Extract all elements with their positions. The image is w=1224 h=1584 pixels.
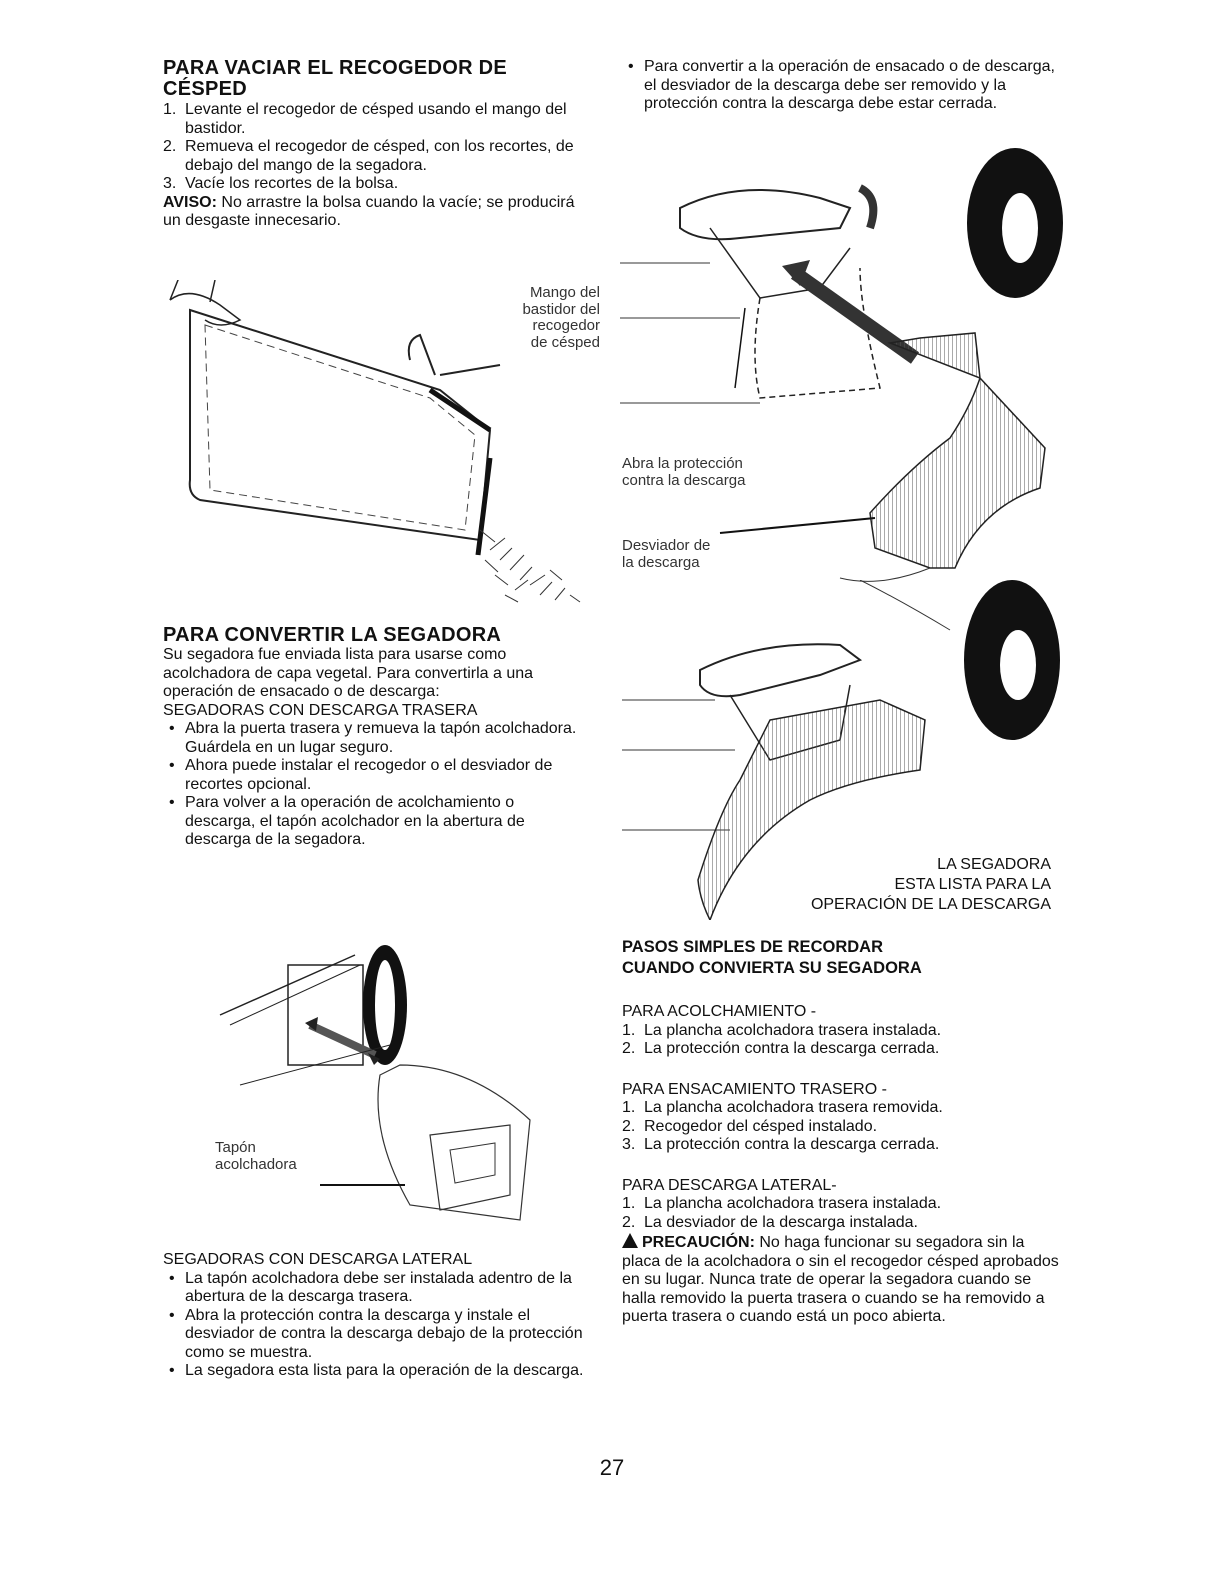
page-number: 27 (599, 1455, 625, 1480)
notice-label: AVISO: (163, 193, 217, 211)
right-column (622, 58, 1062, 114)
frame-handle-caption: Mango del bastidor del recogedor de césped (522, 284, 600, 351)
list-item: • Para volver a la operación de acolchamiento o descarga, el tapón acolchador en la abertura de descarga de la segadora. (169, 794, 525, 848)
warning-icon (622, 1233, 638, 1248)
mulch-steps (622, 1022, 1062, 1059)
bagging-steps (622, 1099, 1062, 1155)
rear-discharge-list (163, 720, 588, 850)
left-column (163, 58, 588, 231)
mulch-plug-illustration (200, 935, 560, 1235)
convert-title: PARA CONVERTIR LA SEGADORA (163, 624, 502, 646)
list-item: 2. La protección contra la descarga cerrada. (622, 1040, 940, 1057)
steps-section (622, 937, 1062, 1327)
convert-intro: Su segadora fue enviada lista para usarse como acolchadora de capa vegetal. Para convertirla a una operación de ensacado o de descarga: (163, 646, 534, 700)
list-item: 2. La desviador de la descarga instalada. (622, 1213, 918, 1231)
steps-title-line-1: PASOS SIMPLES DE RECORDAR (622, 938, 883, 956)
empty-catcher-title: PARA VACIAR EL RECOGEDOR DE CÉSPED (163, 57, 508, 100)
list-item: 1. La plancha acolchadora trasera instalada. (622, 1021, 942, 1039)
side-discharge-list (163, 1270, 588, 1381)
bagging-heading: PARA ENSACAMIENTO TRASERO - (622, 1080, 887, 1098)
caution-paragraph: PRECAUCIÓN: No haga funcionar su segadora sin la placa de la acolchadora o sin el recogedor césped aprobados en su lugar. Nunca trate de operar la segadora cuando se halla removido la puerta trasera o cuando se ha removido a puerta trasera o cuando está un poco abierta. (622, 1234, 1059, 1325)
list-item: 2. Recogedor del césped instalado. (622, 1117, 878, 1135)
deflector-caption: Desviador de la descarga (622, 537, 711, 571)
rear-discharge-heading: SEGADORAS CON DESCARGA TRASERA (163, 701, 478, 719)
empty-catcher-illustration (160, 280, 600, 610)
list-item: • La tapón acolchadora debe ser instalada adentro de la abertura de la descarga trasera. (169, 1269, 572, 1305)
side-discharge-heading: SEGADORAS CON DESCARGA LATERAL (163, 1251, 473, 1268)
list-item: • Para convertir a la operación de ensacado o de descarga, el desviador de la descarga debe ser removido y la protección contra la descarga debe estar cerrada. (628, 58, 1055, 112)
mulch-plug-caption: Tapón acolchadora (215, 1139, 297, 1173)
notice-paragraph: AVISO: No arrastre la bolsa cuando la vacíe; se producirá un desgaste innecesario. (163, 193, 575, 229)
caution-label: PRECAUCIÓN: (642, 1234, 755, 1251)
list-item: 1. La plancha acolchadora trasera removida. (622, 1099, 943, 1116)
side-discharge-steps (622, 1195, 1062, 1232)
list-item: • Ahora puede instalar el recogedor o el desviador de recortes opcional. (169, 757, 553, 793)
list-item: 1. La plancha acolchadora trasera instalada. (622, 1195, 942, 1212)
list-item: 1. Levante el recogedor de césped usando el mango del bastidor. (163, 101, 567, 137)
open-guard-caption: Abra la protección contra la descarga (622, 455, 746, 489)
empty-steps-list (163, 101, 588, 194)
discharge-deflector-illustration (620, 148, 1065, 588)
list-item: 3. Vacíe los recortes de la bolsa. (163, 175, 399, 192)
side-discharge-section (163, 1251, 588, 1381)
ready-caption: LA SEGADORA ESTA LISTA PARA LA OPERACIÓN DE LA DESCARGA (810, 856, 1051, 913)
convert-section (163, 625, 588, 850)
list-item: 2. Remueva el recogedor de césped, con los recortes, de debajo del mango de la segadora. (163, 138, 574, 174)
list-item: • La segadora esta lista para la operación de la descarga. (169, 1362, 584, 1379)
steps-title-line-2: CUANDO CONVIERTA SU SEGADORA (622, 959, 922, 977)
side-discharge-steps-heading: PARA DESCARGA LATERAL- (622, 1176, 837, 1194)
list-item: 3. La protección contra la descarga cerrada. (622, 1136, 940, 1153)
list-item: • Abra la protección contra la descarga y instale el desviador de contra la descarga debajo de la protección como se muestra. (169, 1306, 583, 1361)
mulch-heading: PARA ACOLCHAMIENTO - (622, 1003, 817, 1020)
right-top-list (622, 58, 1062, 114)
ready-for-discharge-illustration (620, 580, 1065, 920)
list-item: • Abra la puerta trasera y remueva la tapón acolchadora. Guárdela en un lugar seguro. (169, 720, 577, 756)
